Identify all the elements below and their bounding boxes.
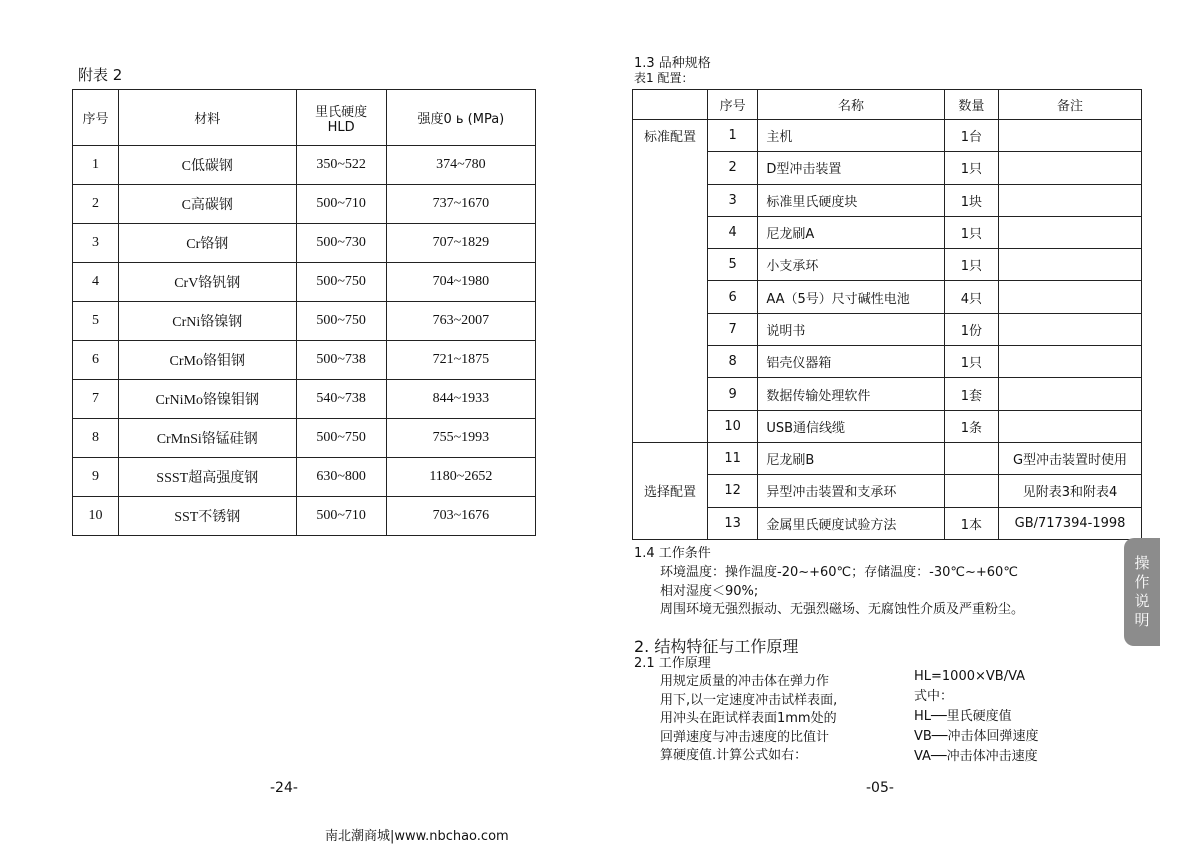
table-cell: 755~1993 xyxy=(386,419,535,458)
table-row xyxy=(73,341,536,380)
page-number-right: -05- xyxy=(866,780,894,796)
table-cell xyxy=(999,216,1142,248)
table-cell: 铝壳仪器箱 xyxy=(758,346,944,378)
table-cell: 737~1670 xyxy=(386,185,535,224)
group-cell: 标准配置 xyxy=(633,120,708,443)
table-cell: 标准里氏硬度块 xyxy=(758,184,944,216)
table-cell xyxy=(944,475,998,507)
table-cell: 1只 xyxy=(944,216,998,248)
column-header: 材料 xyxy=(118,90,296,146)
table-cell: Cr铬钢 xyxy=(118,224,296,263)
table-cell: 374~780 xyxy=(386,146,535,185)
table-cell: 1台 xyxy=(944,120,998,152)
table-cell: CrMnSi铬锰硅钢 xyxy=(118,419,296,458)
table-cell: G型冲击装置时使用 xyxy=(999,442,1142,474)
table-cell: 3 xyxy=(73,224,119,263)
table-cell: 500~738 xyxy=(296,341,386,380)
formula-line: VB──冲击体回弹速度 xyxy=(914,729,1039,744)
table-cell: 4 xyxy=(707,216,757,248)
table-cell: 8 xyxy=(707,346,757,378)
table-row xyxy=(73,146,536,185)
formula-line: HL=1000×VB/VA xyxy=(914,669,1026,684)
table-cell: 金属里氏硬度试验方法 xyxy=(758,507,944,539)
table-cell: 11 xyxy=(707,442,757,474)
table-cell xyxy=(999,120,1142,152)
table-cell: 1本 xyxy=(944,507,998,539)
table-cell xyxy=(999,313,1142,345)
column-header: 名称 xyxy=(758,90,944,120)
table-row xyxy=(73,458,536,497)
table-cell: 707~1829 xyxy=(386,224,535,263)
table-cell xyxy=(999,281,1142,313)
table-row xyxy=(73,224,536,263)
table-cell: 500~750 xyxy=(296,419,386,458)
table-row xyxy=(73,185,536,224)
table-row xyxy=(633,507,1142,539)
side-tab xyxy=(1124,538,1160,646)
table-cell: 1 xyxy=(73,146,119,185)
table-title: 表1 配置： xyxy=(634,71,694,85)
table-row xyxy=(73,497,536,536)
table-row xyxy=(633,475,1142,507)
table-row xyxy=(633,410,1142,442)
table-cell: 10 xyxy=(707,410,757,442)
table-cell xyxy=(999,152,1142,184)
table-cell: 1只 xyxy=(944,346,998,378)
table-row xyxy=(633,152,1142,184)
table-cell xyxy=(999,410,1142,442)
column-header: 序号 xyxy=(73,90,119,146)
column-header: 数量 xyxy=(944,90,998,120)
column-header xyxy=(633,90,708,120)
table-cell: 1份 xyxy=(944,313,998,345)
table-row xyxy=(633,216,1142,248)
table-cell: 500~750 xyxy=(296,263,386,302)
table-cell: 尼龙刷A xyxy=(758,216,944,248)
table-row xyxy=(633,120,1142,152)
table-cell xyxy=(999,346,1142,378)
group-cell: 选择配置 xyxy=(633,442,708,539)
table-cell: 500~750 xyxy=(296,302,386,341)
table-cell: 500~730 xyxy=(296,224,386,263)
table-cell: 1块 xyxy=(944,184,998,216)
principle-line: 用冲头在距试样表面1mm处的 xyxy=(660,711,837,726)
table-cell: 1只 xyxy=(944,249,998,281)
material-table xyxy=(72,89,536,536)
table-cell: 1180~2652 xyxy=(386,458,535,497)
table-cell: CrNi铬镍钢 xyxy=(118,302,296,341)
formula-line: 式中： xyxy=(914,689,954,704)
principle-line: 用规定质量的冲击体在弹力作 xyxy=(660,674,830,689)
table-cell: 7 xyxy=(73,380,119,419)
table-cell: 说明书 xyxy=(758,313,944,345)
table-cell: SST不锈钢 xyxy=(118,497,296,536)
table-cell: AA（5号）尺寸碱性电池 xyxy=(758,281,944,313)
table-cell: 703~1676 xyxy=(386,497,535,536)
table-row xyxy=(633,442,1142,474)
table-cell: 2 xyxy=(73,185,119,224)
condition-line: 周围环境无强烈振动、无强烈磁场、无腐蚀性介质及严重粉尘。 xyxy=(660,602,1025,617)
table-cell: CrMo铬钼钢 xyxy=(118,341,296,380)
table-cell: 630~800 xyxy=(296,458,386,497)
table-cell: 小支承环 xyxy=(758,249,944,281)
table-cell xyxy=(999,249,1142,281)
table-row xyxy=(633,378,1142,410)
table-row xyxy=(633,249,1142,281)
table-cell xyxy=(999,378,1142,410)
section-2-heading: 2. 结构特征与工作原理 xyxy=(634,637,799,656)
table-cell: CrNiMo铬镍钼钢 xyxy=(118,380,296,419)
table-row xyxy=(73,380,536,419)
table-cell: C高碳钢 xyxy=(118,185,296,224)
table-cell: 5 xyxy=(73,302,119,341)
table-row xyxy=(633,313,1142,345)
table-cell: 4只 xyxy=(944,281,998,313)
table-cell: 13 xyxy=(707,507,757,539)
section-1-3: 1.3 品种规格 xyxy=(634,56,711,71)
principle-text xyxy=(660,673,837,766)
principle-line: 回弹速度与冲击速度的比值计 xyxy=(660,729,830,745)
column-header: 序号 xyxy=(707,90,757,120)
table-cell: 721~1875 xyxy=(386,341,535,380)
condition-line: 相对湿度＜90%; xyxy=(660,583,759,599)
table-cell: 540~738 xyxy=(296,380,386,419)
table-cell: 844~1933 xyxy=(386,380,535,419)
principle-line: 用下,以一定速度冲击试样表面, xyxy=(660,692,838,708)
table-cell: 尼龙刷B xyxy=(758,442,944,474)
table-cell: GB/717394-1998 xyxy=(999,507,1142,539)
column-header: 里氏硬度 HLD xyxy=(296,90,386,146)
section-2-1: 2.1 工作原理 xyxy=(634,656,711,671)
table-cell: 763~2007 xyxy=(386,302,535,341)
table-cell: 8 xyxy=(73,419,119,458)
table-cell: 1套 xyxy=(944,378,998,410)
table-cell: 12 xyxy=(707,475,757,507)
table-cell xyxy=(999,184,1142,216)
table-cell: 500~710 xyxy=(296,185,386,224)
table-cell: 数据传输处理软件 xyxy=(758,378,944,410)
table-cell: 2 xyxy=(707,152,757,184)
table-cell: 350~522 xyxy=(296,146,386,185)
table-cell: 4 xyxy=(73,263,119,302)
footer-watermark: 南北潮商城|www.nbchao.com xyxy=(325,829,509,844)
conditions xyxy=(660,564,1024,620)
page-number-left: -24- xyxy=(270,780,298,796)
table-cell: USB通信线缆 xyxy=(758,410,944,442)
table-row xyxy=(633,346,1142,378)
table-cell: 10 xyxy=(73,497,119,536)
table-cell: 6 xyxy=(707,281,757,313)
principle-line: 算硬度值.计算公式如右： xyxy=(660,748,808,763)
formula-line: HL──里氏硬度值 xyxy=(914,709,1012,724)
table-cell: SSST超高强度钢 xyxy=(118,458,296,497)
table-cell: C低碳钢 xyxy=(118,146,296,185)
table-cell: 9 xyxy=(73,458,119,497)
table-cell: 主机 xyxy=(758,120,944,152)
table-cell: D型冲击装置 xyxy=(758,152,944,184)
configuration-table xyxy=(632,89,1142,540)
condition-line: 环境温度：操作温度-20~+60℃；存储温度：-30℃~+60℃ xyxy=(660,565,1018,580)
table-cell: 704~1980 xyxy=(386,263,535,302)
formula-line: VA──冲击体冲击速度 xyxy=(914,749,1038,764)
table-cell: 3 xyxy=(707,184,757,216)
table-cell: 1 xyxy=(707,120,757,152)
table-cell: 1只 xyxy=(944,152,998,184)
table-row xyxy=(73,419,536,458)
table-row xyxy=(73,263,536,302)
table-cell: CrV铬钒钢 xyxy=(118,263,296,302)
side-tab-label: 操作说明 xyxy=(1134,554,1150,629)
table-cell: 6 xyxy=(73,341,119,380)
column-header: 强度0 ь (MPa) xyxy=(386,90,535,146)
section-1-4: 1.4 工作条件 xyxy=(634,546,711,561)
formula xyxy=(914,667,1038,767)
table-cell xyxy=(944,442,998,474)
table-cell: 异型冲击装置和支承环 xyxy=(758,475,944,507)
column-header: 备注 xyxy=(999,90,1142,120)
table-cell: 见附表3和附表4 xyxy=(999,475,1142,507)
table-cell: 5 xyxy=(707,249,757,281)
table-row xyxy=(633,281,1142,313)
table-cell: 500~710 xyxy=(296,497,386,536)
table-cell: 7 xyxy=(707,313,757,345)
table-cell: 1条 xyxy=(944,410,998,442)
appendix-title: 附表 2 xyxy=(78,66,123,84)
table-row xyxy=(633,184,1142,216)
table-cell: 9 xyxy=(707,378,757,410)
table-row xyxy=(73,302,536,341)
